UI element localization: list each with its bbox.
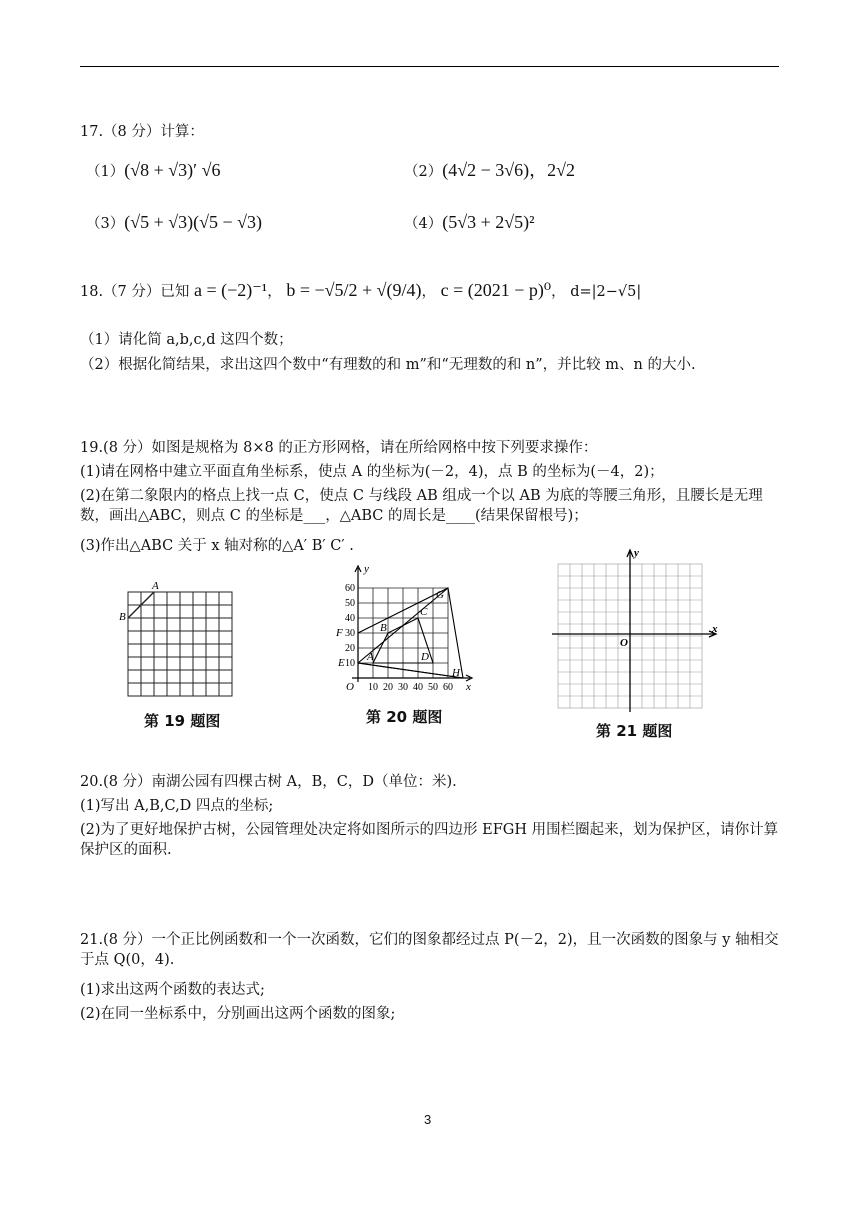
- q17-part1: [86, 160, 220, 182]
- header-rule: [80, 66, 779, 67]
- page-number: 3: [424, 1112, 432, 1127]
- q17-part4: [404, 212, 535, 234]
- fig20-ytick: 30: [345, 628, 355, 639]
- fig19-label-b: B: [119, 611, 126, 623]
- q17-part2-label: （2）: [404, 164, 443, 180]
- q20-title: 20.(8 分）南湖公园有四棵古树 A，B，C，D（单位：米).: [80, 774, 457, 790]
- fig21-grid: [548, 546, 724, 714]
- fig20-ytick: 10: [345, 658, 355, 669]
- fig20-xtick: 10: [368, 682, 378, 693]
- q18-sub2: （2）根据化简结果，求出这四个数中“有理数的和 m”和“无理数的和 n”，并比较 m、n 的大小.: [80, 357, 696, 373]
- q21-sub2: (2)在同一坐标系中，分别画出这两个函数的图象;: [80, 1006, 396, 1022]
- fig20-chart: [330, 562, 480, 698]
- q17-part2-expr: (4√2 − 3√6)，2√2: [442, 160, 576, 180]
- q18-a-expr: a = (−2)⁻¹: [194, 280, 268, 300]
- q18-b-expr: b = −√5/2 + √(9/4): [286, 280, 422, 300]
- fig20-caption: 第 20 题图: [366, 708, 443, 726]
- fig20-ytick: 50: [345, 598, 355, 609]
- q19-sub3: (3)作出△ABC 关于 x 轴对称的△A′ B′ C′ .: [80, 538, 354, 554]
- q21-sub1: (1)求出这两个函数的表达式;: [80, 982, 265, 998]
- q18-statement: [80, 280, 641, 302]
- fig20-xtick: 20: [383, 682, 393, 693]
- q17-part1-expr: (√8 + √3)′ √6: [124, 160, 221, 180]
- fig20-point-c: C: [420, 606, 428, 618]
- fig20-y-label: y: [364, 563, 369, 575]
- fig20-ytick: 40: [345, 613, 355, 624]
- q19-title: 19.(8 分）如图是规格为 8×8 的正方形网格，请在所给网格中按下列要求操作：: [80, 440, 598, 456]
- q17-part4-expr: (5√3 + 2√5)²: [442, 212, 535, 232]
- q18-sep: ，: [267, 284, 282, 300]
- q18-prefix: 18.（7 分）已知: [80, 284, 190, 300]
- q20-sub2: (2)为了更好地保护古树，公园管理处决定将如图所示的四边形 EFGH 用围栏圈起来，划为保护区，请你计算保护区的面积.: [80, 822, 779, 858]
- q18-d-expr: d=|2−√5|: [570, 284, 642, 300]
- q17-part4-label: （4）: [404, 216, 443, 232]
- q21-title: 21.(8 分）一个正比例函数和一个一次函数，它们的图象都经过点 P(－2，2)，且一次函数的图象与 y 轴相交于点 Q(0，4).: [80, 932, 779, 968]
- fig20-origin: O: [346, 681, 354, 693]
- fig20-point-a: A: [367, 651, 374, 663]
- q18-sep: ，: [551, 284, 566, 300]
- fig21-origin: O: [620, 637, 628, 649]
- fig20-xtick: 30: [398, 682, 408, 693]
- q18-sub1: （1）请化简 a,b,c,d 这四个数；: [80, 332, 293, 348]
- fig20-point-b: B: [380, 622, 387, 634]
- fig20-point-h: H: [452, 667, 460, 679]
- q19-sub2: (2)在第二象限内的格点上找一点 C，使点 C 与线段 AB 组成一个以 AB 为底的等腰三角形，且腰长是无理数，画出△ABC，则点 C 的坐标是___，△ABC 的周长是____(结果保留根号)；: [80, 488, 763, 524]
- q18-c-expr: c = (2021 − p)⁰: [440, 280, 552, 300]
- fig19-label-a: A: [152, 580, 159, 592]
- q17-part2: [404, 160, 575, 182]
- q17-part3-label: （3）: [86, 216, 125, 232]
- fig20-ytick: 60: [345, 583, 355, 594]
- q17-part3: [86, 212, 262, 234]
- fig20-xtick: 60: [443, 682, 453, 693]
- fig21-y-label: y: [634, 547, 639, 559]
- q18-sep: ，: [421, 284, 437, 300]
- q17-title: 17.（8 分）计算：: [80, 124, 204, 140]
- q19-sub1: (1)请在网格中建立平面直角坐标系，使点 A 的坐标为(－2，4)，点 B 的坐标为(－4，2)；: [80, 464, 664, 480]
- fig21-caption: 第 21 题图: [596, 722, 673, 740]
- fig21-x-label: x: [712, 623, 718, 635]
- fig20-point-d: D: [421, 651, 429, 663]
- fig20-point-e: E: [338, 657, 345, 669]
- q17-part1-label: （1）: [86, 164, 125, 180]
- fig20-xtick: 50: [428, 682, 438, 693]
- q17-part3-expr: (√5 + √3)(√5 − √3): [124, 212, 263, 232]
- fig19-caption: 第 19 题图: [144, 712, 221, 730]
- fig19-grid: [118, 580, 244, 698]
- fig20-point-g: G: [436, 589, 444, 601]
- fig20-xtick: 40: [413, 682, 423, 693]
- fig20-ytick: 20: [345, 643, 355, 654]
- fig20-point-f: F: [336, 627, 343, 639]
- q20-sub1: (1)写出 A,B,C,D 四点的坐标;: [80, 798, 274, 814]
- fig20-x-label: x: [466, 681, 471, 693]
